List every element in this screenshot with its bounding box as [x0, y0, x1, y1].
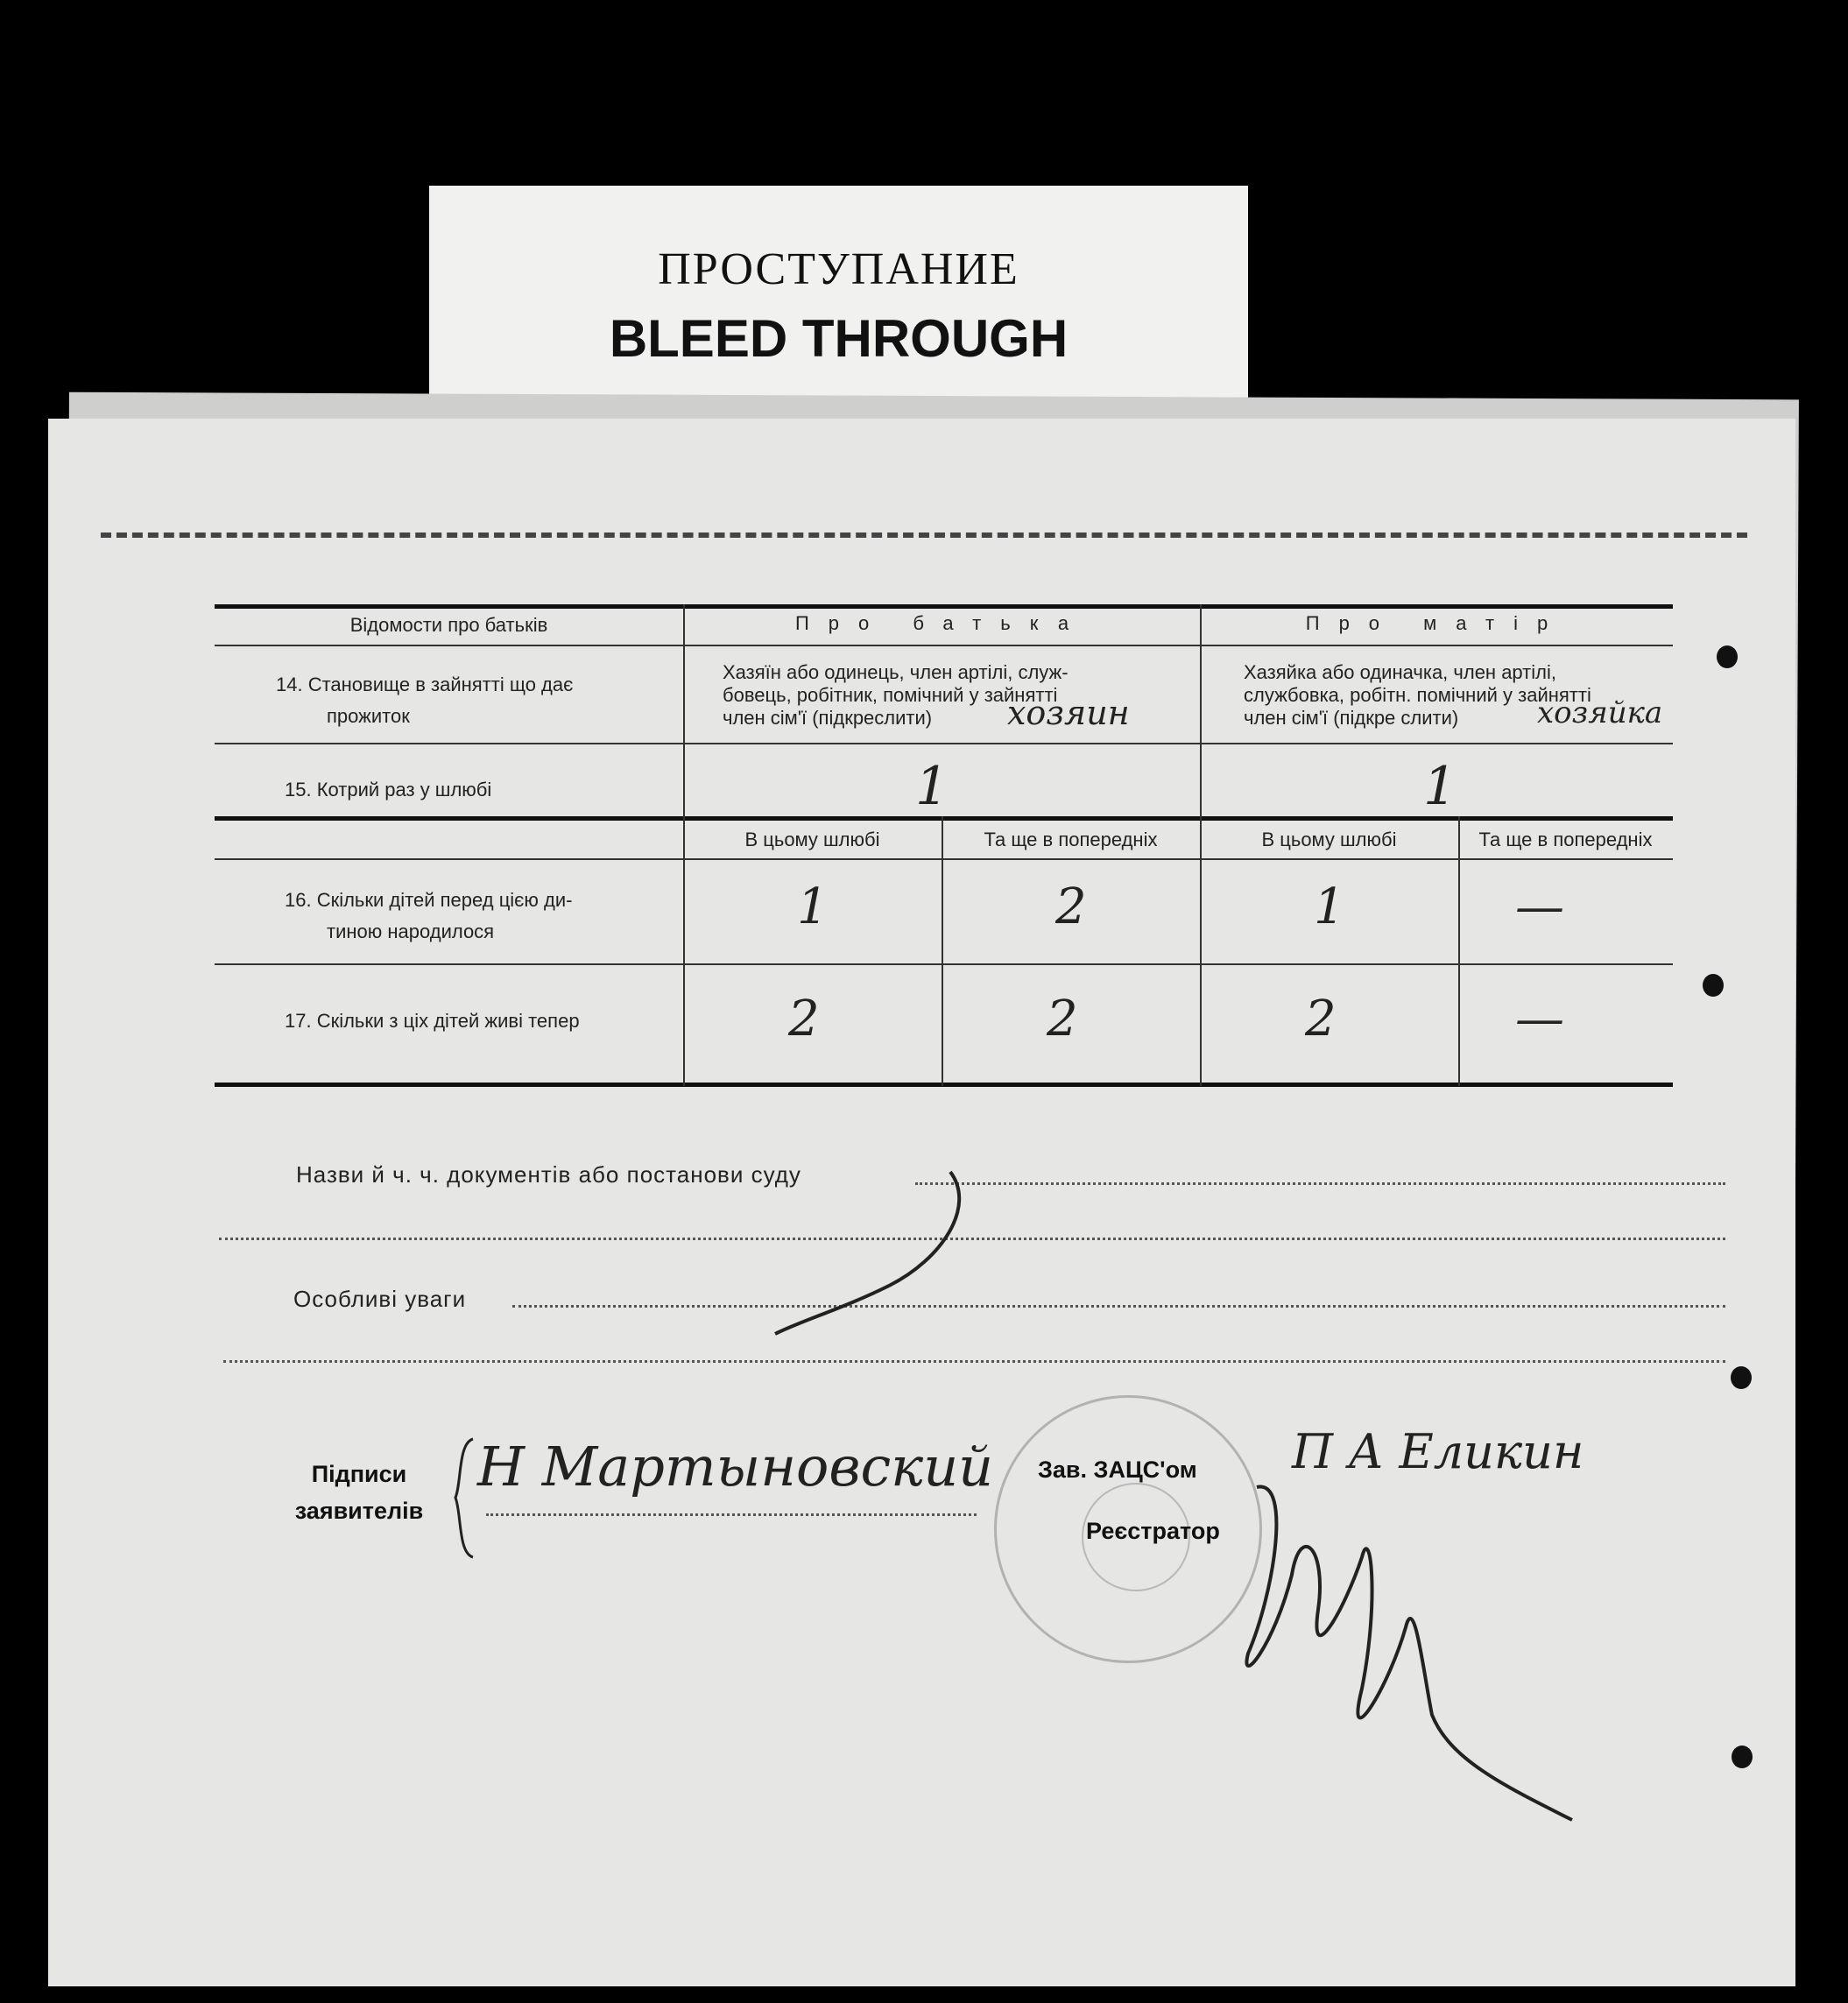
table-column-line — [942, 816, 943, 1086]
table-bottom-border — [215, 1083, 1673, 1087]
applicant-signature-line-2 — [486, 1513, 977, 1516]
registrar-label: Реєстратор — [1086, 1518, 1220, 1544]
form-sheet — [48, 419, 1795, 1986]
binder-hole — [1731, 1366, 1752, 1389]
row14-mother-options-line1: Хазяйка або одиначка, член артілі, — [1244, 661, 1556, 683]
applicant-signature: Н Мартыновский — [477, 1435, 994, 1499]
row14-mother-options-line3: член сім'ї (підкре слити) — [1244, 707, 1459, 729]
binder-hole — [1717, 645, 1738, 668]
registrar-signature — [1239, 1470, 1607, 1837]
row14-label-line2: прожиток — [327, 705, 410, 727]
table-divider — [215, 963, 1673, 965]
remarks-line — [512, 1305, 1725, 1308]
table-divider — [215, 858, 1673, 860]
applicants-brace — [451, 1435, 477, 1562]
row14-father-options-line3: член сім'ї (підкреслити) — [723, 707, 933, 729]
row16-mother-prev: — — [1515, 878, 1564, 935]
label-english: BLEED THROUGH — [609, 309, 1069, 368]
row14-father-options-line1: Хазяїн або одинець, член артілі, служ- — [723, 661, 1069, 683]
row14-father-options-line2: бовець, робітник, помічний у зайнятті — [723, 684, 1058, 706]
row15-father-value: 1 — [915, 756, 949, 817]
perforation-line — [101, 532, 1747, 538]
row17-mother-this: 2 — [1305, 991, 1337, 1047]
row16-mother-this: 1 — [1314, 878, 1345, 935]
row16-label-line2: тиною народилося — [327, 920, 495, 942]
documents-line — [915, 1182, 1725, 1185]
head-label: Зав. ЗАЦС'ом — [1038, 1456, 1197, 1483]
row17-label: 17. Скільки з ціх дітей живі тепер — [285, 1010, 580, 1032]
header-father: Про батька — [794, 612, 1089, 634]
table-top-border — [215, 604, 1673, 609]
row17-mother-prev: — — [1515, 991, 1564, 1047]
row16-label-line1: 16. Скільки дітей перед цією ди- — [285, 889, 573, 911]
applicants-label-line2: заявителів — [294, 1498, 424, 1524]
table-divider — [215, 743, 1673, 744]
applicants-label-line1: Підписи — [311, 1461, 407, 1487]
remarks-line-2 — [223, 1360, 1725, 1363]
blank-field-dash — [766, 1154, 977, 1338]
binder-hole — [1703, 974, 1724, 997]
head-signature: П А Еликин — [1292, 1424, 1584, 1479]
subheader-father-this-marriage: В цьому шлюбі — [744, 829, 880, 850]
row15-label: 15. Котрий раз у шлюбі — [285, 779, 492, 800]
row14-mother-options-line2: службовка, робітн. помічний у зайнятті — [1244, 684, 1591, 706]
row16-father-prev: 2 — [1055, 878, 1087, 935]
label-russian: ПРОСТУПАНИЕ — [658, 244, 1019, 294]
subheader-mother-previous: Та ще в попередніх — [1478, 829, 1653, 850]
row16-father-this: 1 — [797, 878, 829, 935]
row17-father-prev: 2 — [1047, 991, 1078, 1047]
parents-info-table — [215, 604, 1673, 1088]
row14-mother-handwritten: хозяйка — [1537, 695, 1663, 730]
header-mother: Про матір — [1305, 612, 1568, 634]
header-about-parents: Відомости про батьків — [349, 614, 548, 636]
documents-label: Назви й ч. ч. документів або постанови суду — [296, 1161, 801, 1188]
row14-father-handwritten: хозяин — [1007, 694, 1130, 732]
remarks-label: Особливі уваги — [293, 1286, 467, 1312]
subheader-father-previous: Та ще в попередніх — [984, 829, 1158, 850]
row17-father-this: 2 — [788, 991, 820, 1047]
binder-hole — [1732, 1746, 1753, 1768]
table-divider — [215, 645, 1673, 646]
bleed-through-label — [429, 186, 1248, 412]
row15-mother-value: 1 — [1423, 756, 1457, 817]
subheader-mother-this-marriage: В цьому шлюбі — [1261, 829, 1397, 850]
table-column-line — [1458, 816, 1460, 1086]
row14-label-line1: 14. Становище в зайнятті що дає — [276, 674, 574, 695]
